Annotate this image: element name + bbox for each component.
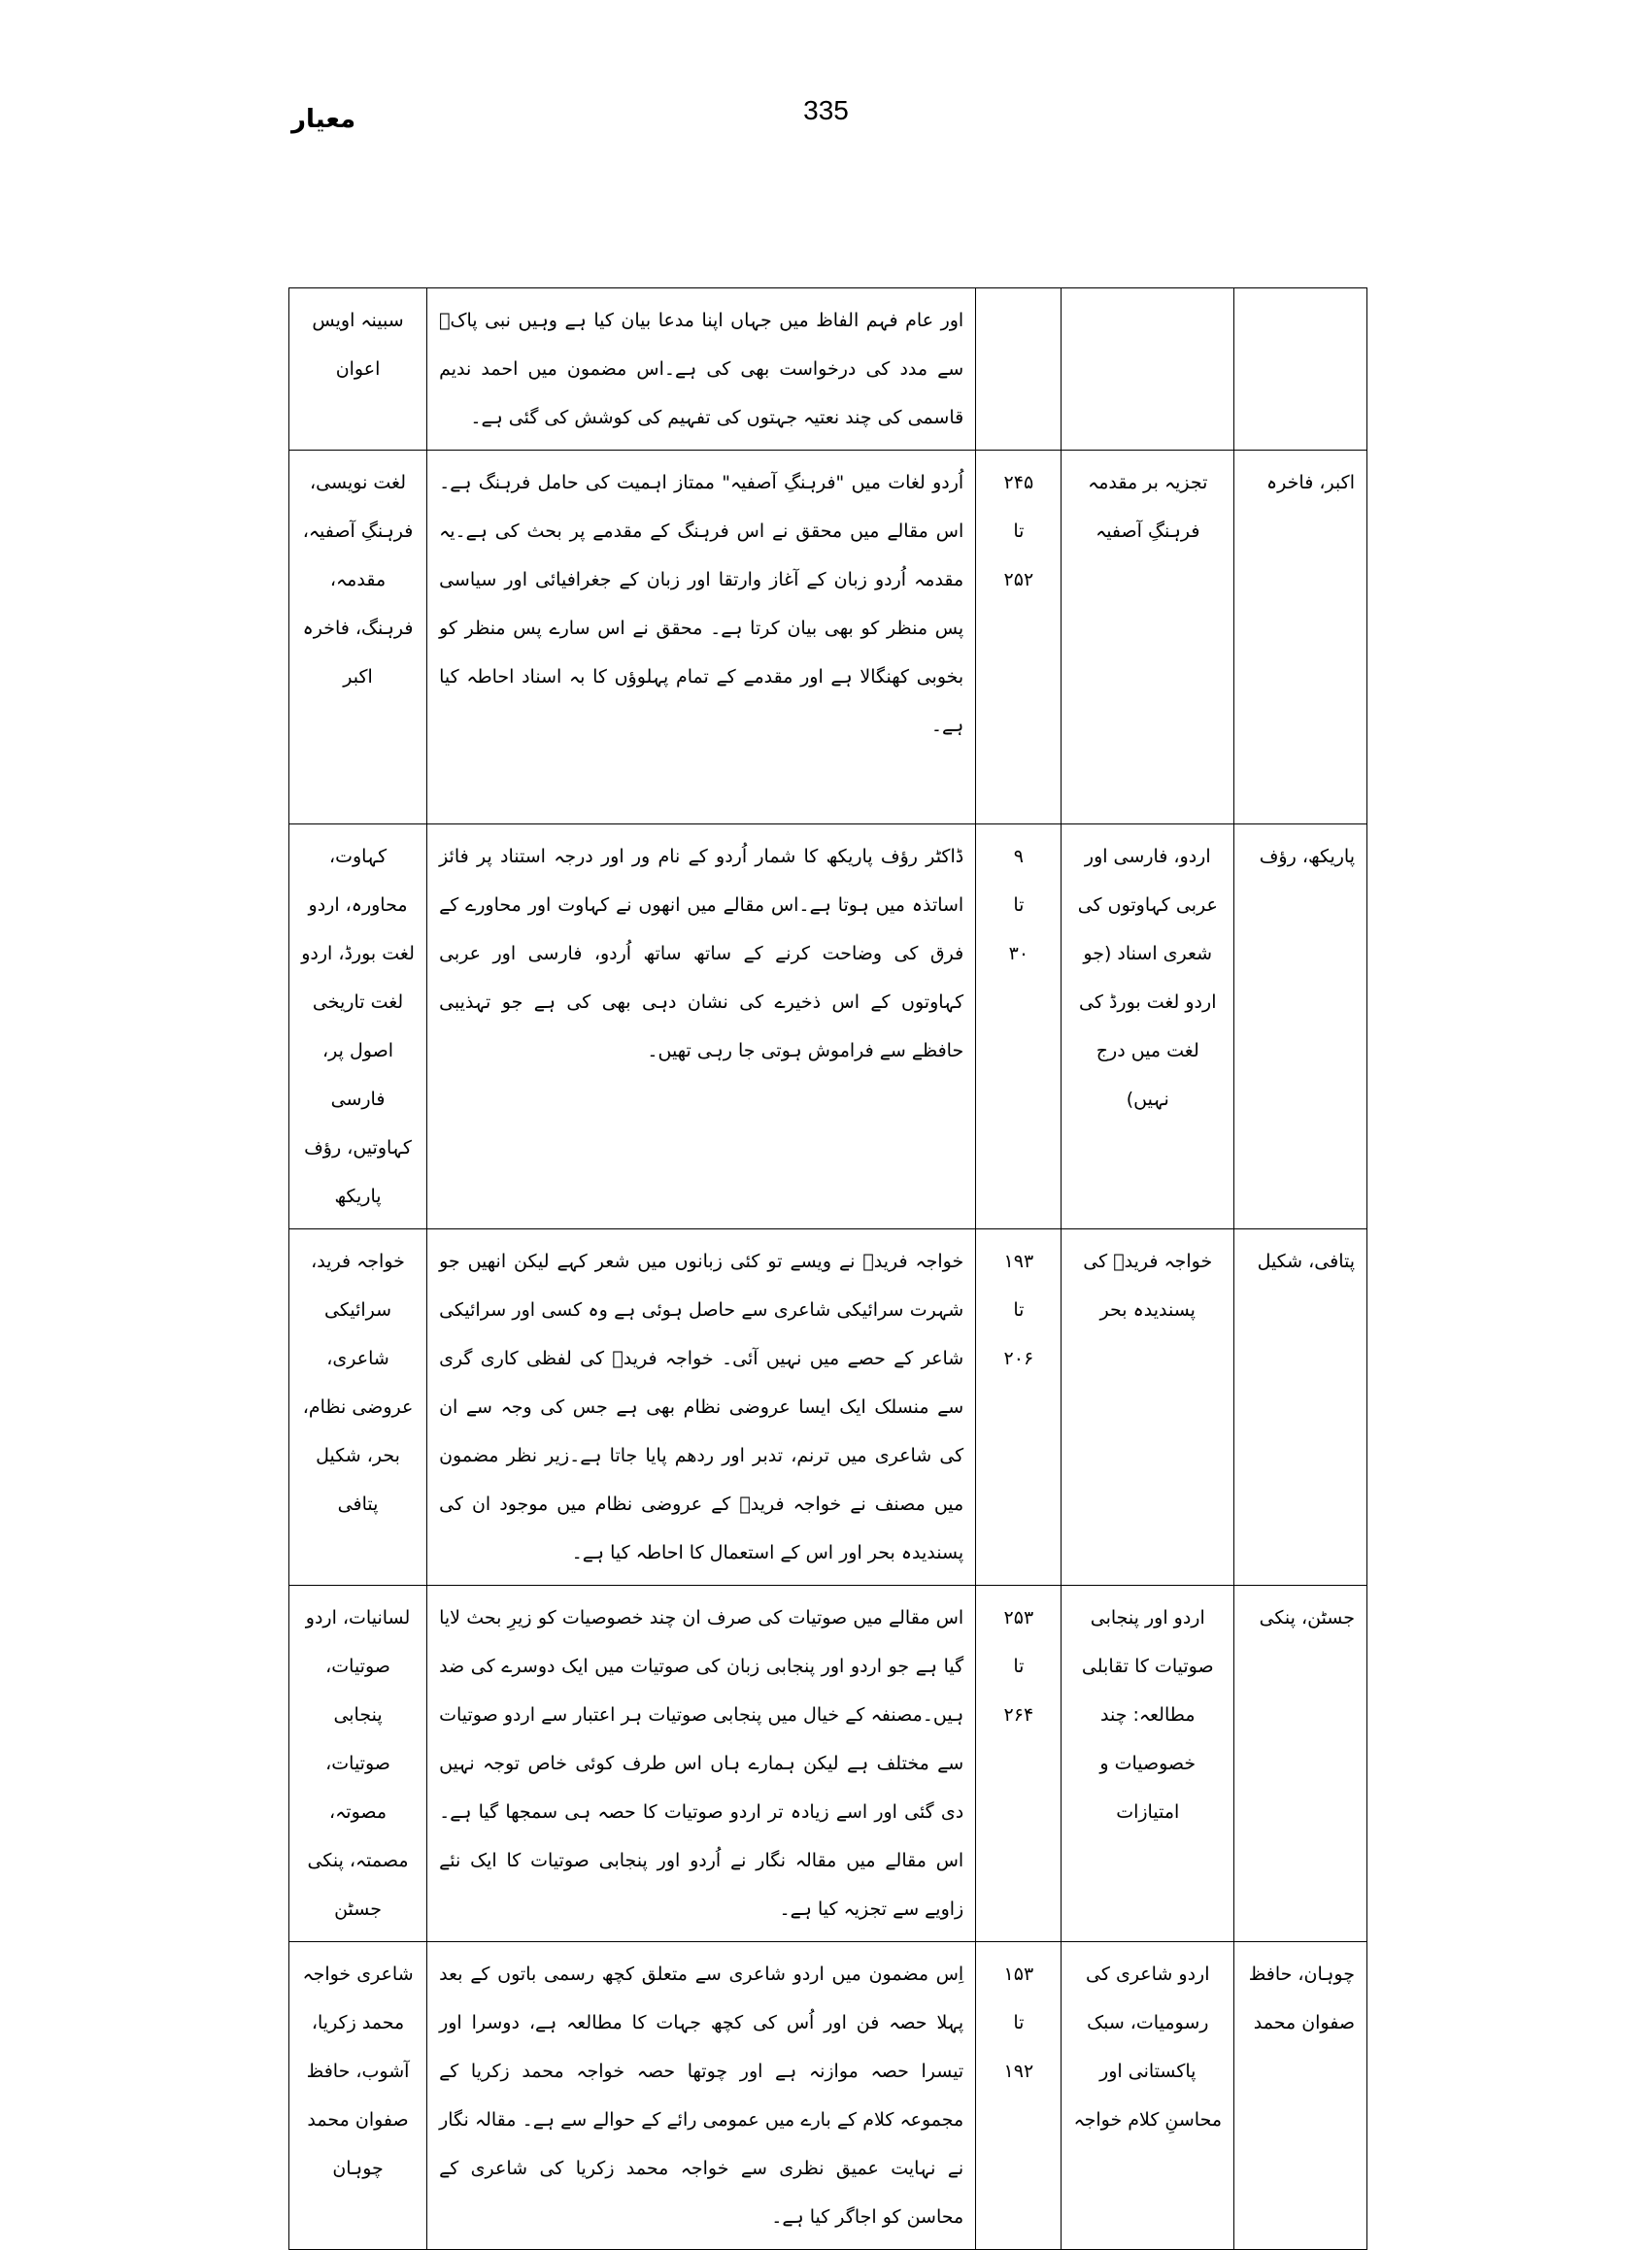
keywords-cell: سبینہ اویس اعوان — [289, 288, 427, 451]
author-cell: جسٹن، پنکی — [1234, 1586, 1367, 1942]
pages-cell — [976, 451, 1062, 824]
table-row — [289, 451, 1367, 824]
title-cell: اردو اور پنجابی صوتیات کا تقابلی مطالعہ: چند خصوصیات و امتیازات — [1062, 1586, 1234, 1942]
title-cell: تجزیہ بر مقدمہ فرہنگِ آصفیہ — [1062, 451, 1234, 824]
title-cell: اردو، فارسی اور عربی کہاوتوں کی شعری اسناد (جو اردو لغت بورڈ کی لغت میں درج نہیں) — [1062, 824, 1234, 1229]
pages-start: ۱۹۳ — [1003, 1251, 1034, 1272]
pages-start: ۲۵۳ — [1003, 1607, 1034, 1629]
pages-to: تا — [1013, 1656, 1025, 1677]
table-row — [289, 1229, 1367, 1586]
summary-cell: اِس مضمون میں اردو شاعری سے متعلق کچھ رسمی باتوں کے بعد پہلا حصہ فن اور اُس کی کچھ جہات کا مطالعہ ہے، دوسرا اور تیسرا حصہ موازنہ ہے اور چوتھا حصہ خواجہ محمد زکریا کے مجموعہ کلام کے بارے میں عمومی رائے کے حوالے سے ہے۔ مقالہ نگار نے نہایت عمیق نظری سے خواجہ محمد زکریا کی شاعری کے محاسن کو اجاگر کیا ہے۔ — [427, 1942, 976, 2250]
pages-cell — [976, 824, 1062, 1229]
pages-end: ۱۹۲ — [1003, 2061, 1034, 2082]
pages-start: ۹ — [1013, 846, 1024, 867]
summary-cell: خواجہ فریدؒ نے ویسے تو کئی زبانوں میں شعر کہے لیکن انھیں جو شہرت سرائیکی شاعری سے حاصل ہوئی ہے وہ کسی اور سرائیکی شاعر کے حصے میں نہیں آئی۔ خواجہ فریدؒ کی لفظی کاری گری سے منسلک ایک ایسا عروضی نظام بھی ہے جس کی وجہ سے ان کی شاعری میں ترنم، تدبر اور ردھم پایا جاتا ہے۔زیر نظر مضمون میں مصنف نے خواجہ فریدؒ کے عروضی نظام میں موجود ان کی پسندیدہ بحر اور اس کے استعمال کا احاطہ کیا ہے۔ — [427, 1229, 976, 1586]
pages-to: تا — [1013, 521, 1025, 542]
author-cell: چوہان، حافظ صفوان محمد — [1234, 1942, 1367, 2250]
pages-to: تا — [1013, 2012, 1025, 2033]
title-cell: خواجہ فریدؒ کی پسندیدہ بحر — [1062, 1229, 1234, 1586]
pages-cell — [976, 1942, 1062, 2250]
page-number: 335 — [803, 95, 849, 125]
journal-name: معیار — [291, 105, 356, 134]
table-row — [289, 824, 1367, 1229]
pages-cell — [976, 1229, 1062, 1586]
pages-start: ۱۵۳ — [1003, 1964, 1034, 1985]
pages-end: ۳۰ — [1008, 943, 1029, 964]
title-cell: اردو شاعری کی رسومیات، سبک پاکستانی اور محاسنِ کلام خواجہ — [1062, 1942, 1234, 2250]
table-row — [289, 1942, 1367, 2250]
index-table — [288, 287, 1367, 2250]
pages-end: ۲۰۶ — [1003, 1348, 1034, 1369]
pages-cell — [976, 288, 1062, 451]
keywords-cell: خواجہ فرید، سرائیکی شاعری، عروضی نظام، بحر، شکیل پتافی — [289, 1229, 427, 1586]
keywords-cell: کہاوت، محاورہ، اردو لغت بورڈ، اردو لغت تاریخی اصول پر، فارسی کہاوتیں، رؤف پاریکھ — [289, 824, 427, 1229]
author-cell: پاریکھ، رؤف — [1234, 824, 1367, 1229]
table-row — [289, 288, 1367, 451]
author-cell: پتافی، شکیل — [1234, 1229, 1367, 1586]
pages-cell — [976, 1586, 1062, 1942]
pages-end: ۲۵۲ — [1003, 569, 1034, 590]
summary-cell: اس مقالے میں صوتیات کی صرف ان چند خصوصیات کو زیرِ بحث لایا گیا ہے جو اردو اور پنجابی زبان کی صوتیات میں ایک دوسرے کی ضد ہیں۔مصنفہ کے خیال میں پنجابی صوتیات ہر اعتبار سے اردو صوتیات سے مختلف ہے لیکن ہمارے ہاں اس طرف کوئی خاص توجہ نہیں دی گئی اور اسے زیادہ تر اردو صوتیات کا حصہ ہی سمجھا گیا ہے۔اس مقالے میں مقالہ نگار نے اُردو اور پنجابی صوتیات کا ایک نئے زاویے سے تجزیہ کیا ہے۔ — [427, 1586, 976, 1942]
pages-end: ۲۶۴ — [1003, 1704, 1034, 1726]
summary-cell: ڈاکٹر رؤف پاریکھ کا شمار اُردو کے نام ور اور درجہ استناد پر فائز اساتذہ میں ہوتا ہے۔اس مقالے میں انھوں نے کہاوت اور محاورے کے فرق کی وضاحت کرنے کے ساتھ ساتھ اُردو، فارسی اور عربی کہاوتوں کے اس ذخیرے کی نشان دہی بھی کی ہے جو تہذیبی حافظے سے فراموش ہوتی جا رہی تھیں۔ — [427, 824, 976, 1229]
keywords-cell: لسانیات، اردو صوتیات، پنجابی صوتیات، مصوتہ، مصمتہ، پنکی جسٹن — [289, 1586, 427, 1942]
pages-start: ۲۴۵ — [1003, 472, 1034, 493]
table-row — [289, 1586, 1367, 1942]
author-cell: اکبر، فاخرہ — [1234, 451, 1367, 824]
keywords-cell: لغت نویسی، فرہنگِ آصفیہ، مقدمہ، فرہنگ، فاخرہ اکبر — [289, 451, 427, 824]
pages-to: تا — [1013, 894, 1025, 916]
title-cell — [1062, 288, 1234, 451]
author-cell — [1234, 288, 1367, 451]
keywords-cell: شاعری خواجہ محمد زکریا، آشوب، حافظ صفوان محمد چوہان — [289, 1942, 427, 2250]
summary-cell: اور عام فہم الفاظ میں جہاں اپنا مدعا بیان کیا ہے وہیں نبی پاکؐ سے مدد کی درخواست بھی کی ہے۔اس مضمون میں احمد ندیم قاسمی کی چند نعتیہ جہتوں کی تفہیم کی کوشش کی گئی ہے۔ — [427, 288, 976, 451]
pages-to: تا — [1013, 1299, 1025, 1321]
summary-cell: اُردو لغات میں "فرہنگِ آصفیہ" ممتاز اہمیت کی حامل فرہنگ ہے۔اس مقالے میں محقق نے اس فرہنگ کے مقدمے پر بحث کی ہے۔یہ مقدمہ اُردو زبان کے آغاز وارتقا اور زبان کے جغرافیائی اور سیاسی پس منظر کو بھی بیان کرتا ہے۔ محقق نے اس سارے پس منظر کو بخوبی کھنگالا ہے اور مقدمے کے تمام پہلوؤں کا بہ اسناد احاطہ کیا ہے۔ — [427, 451, 976, 824]
